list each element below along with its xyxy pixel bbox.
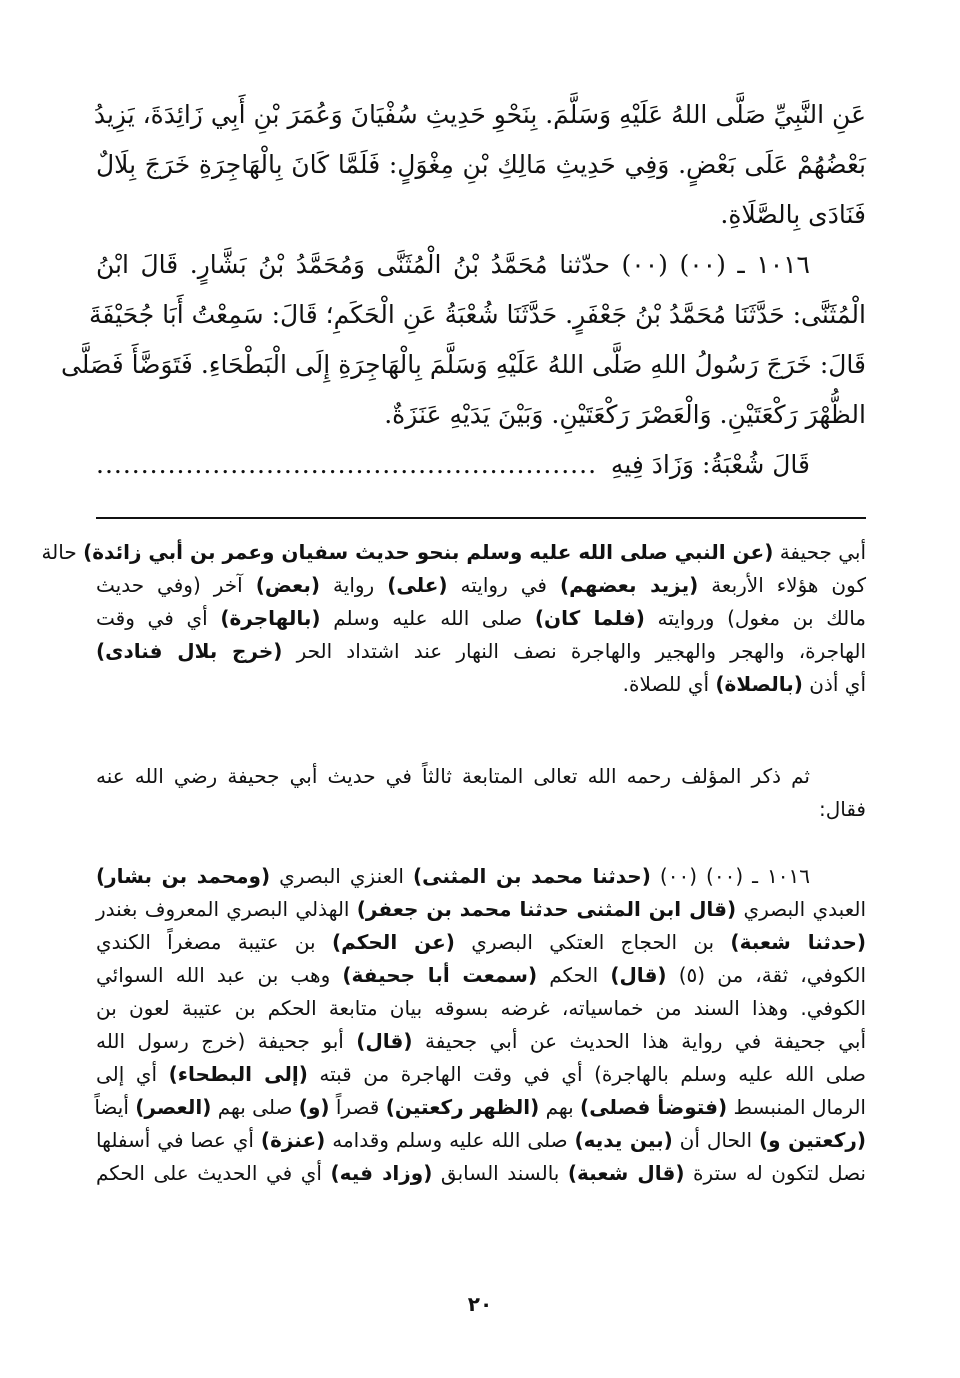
page-number: ٢٠ <box>467 1292 493 1316</box>
commentary-line: فقال: <box>818 797 866 821</box>
commentary-line: نصل لتكون له سترة (قال شعبة) بالسند السابق (وزاد فيه) أي في الحديث على الحكم <box>96 1161 867 1185</box>
hadith-paragraph-1 <box>93 90 866 240</box>
commentary-paragraph-3 <box>96 860 866 1190</box>
commentary-line: أي أذن (بالصلاة) أي للصلاة. <box>622 672 866 696</box>
commentary-line: ١٠١٦ ـ (٠٠) (٠٠) (حدثنا محمد بن المثنى) العنزي البصري (ومحمد بن بشار) <box>96 864 811 888</box>
commentary-line: كون هؤلاء الأربعة (يزيد بعضهم) في روايته (على) رواية (بعض) آخر (وفي حديث <box>96 573 866 597</box>
commentary-line: أبي جحيفة في رواية هذا الحديث عن أبي جحيفة (قال) أبو جحيفة (خرج رسول الله <box>96 1029 866 1053</box>
hadith-line: ١٠١٦ ـ (٠٠) (٠٠) حدّثنا مُحَمَّدُ بْنُ الْمُثَنَّى وَمُحَمَّدُ بْنُ بَشَّارٍ. قَالَ ابْنُ <box>96 250 810 279</box>
commentary-line: ثم ذكر المؤلف رحمه الله تعالى المتابعة ثالثاً في حديث أبي جحيفة رضي الله عنه <box>96 764 810 788</box>
commentary-paragraph-2 <box>96 760 866 826</box>
commentary-line: الرمال المنبسط (فتوضأ فصلى) بهم (الظهر ركعتين) قصراً (و) صلى بهم (العصر) أيضاً <box>94 1095 866 1119</box>
hadith-line: عَنِ النَّبِيِّ صَلَّى اللهُ عَلَيْهِ وَسَلَّمَ. بِنَحْوِ حَدِيثِ سُفْيَانَ وَعُمَرَ بْنِ أَبِي زَائِدَةَ، يَزِيدُ <box>93 100 866 129</box>
hadith-line: قَالَ: خَرَجَ رَسُولُ اللهِ صَلَّى اللهُ عَلَيْهِ وَسَلَّمَ بِالْهَاجِرَةِ إِلَى الْبَطْحَاءِ. فَتَوَضَّأَ فَصَلَّى <box>60 350 866 379</box>
commentary-paragraph-1 <box>41 536 867 701</box>
commentary-line: (حدثنا شعبة) بن الحجاج العتكي البصري (عن الحكم) بن عتيبة مصغراً الكندي <box>96 930 867 954</box>
commentary-line: الكوفي، ثقة، من (٥) (قال) الحكم (سمعت أبا جحيفة) وهب بن عبد الله السوائي <box>96 963 867 987</box>
ellipsis-dots: ........................................................ <box>96 450 598 479</box>
hadith-line: الظُّهْرَ رَكْعَتَيْنِ. وَالْعَصْرَ رَكْعَتَيْنِ. وَبَيْنَ يَدَيْهِ عَنَزَةٌ. <box>384 400 866 429</box>
hadith-line: الْمُثَنَّى: حَدَّثَنَا مُحَمَّدُ بْنُ جَعْفَرٍ. حَدَّثَنَا شُعْبَةُ عَنِ الْحَكَمِ؛ قَالَ: سَمِعْتُ أَبَا جُحَيْفَةَ <box>89 300 866 329</box>
commentary-line: الكوفي. وهذا السند من خماسياته، غرضه بسوقه بيان متابعة الحكم بن عتيبة لعون بن <box>96 996 866 1020</box>
commentary-line: أبي جحيفة (عن النبي صلى الله عليه وسلم بنحو حديث سفيان وعمر بن أبي زائدة) حالة <box>41 540 866 564</box>
hadith-line: بَعْضُهُمْ عَلَى بَعْضٍ. وَفِي حَدِيثِ مَالِكِ بْنِ مِغْوَلٍ: فَلَمَّا كَانَ بِالْهَاجِرَةِ خَرَجَ بِلَالٌ <box>96 150 866 179</box>
hadith-paragraph-2 <box>60 240 866 490</box>
commentary-line: الهاجرة، والهجر والهجير والهاجرة نصف النهار عند اشتداد الحر (خرج بلال فنادى) <box>96 639 866 663</box>
commentary-line: (ركعتين و) الحال أن (بين يديه) صلى الله عليه وسلم وقدامه (عنزة) أي عصا في أسفلها <box>96 1128 866 1152</box>
footnote-divider <box>96 517 866 519</box>
commentary-line: العبدي البصري (قال ابن المثنى حدثنا محمد بن جعفر) الهذلي البصري المعروف بغندر <box>96 897 866 921</box>
commentary-line: مالك بن مغول) وروايته (فلما كان) صلى الله عليه وسلم (بالهاجرة) أي في وقت <box>96 606 867 630</box>
commentary-line: صلى الله عليه وسلم بالهاجرة) أي في وقت الهاجرة من قبته (إلى البطحاء) أي إلى <box>96 1062 866 1086</box>
hadith-continuation-line <box>96 440 866 490</box>
hadith-line: فَنَادَى بِالصَّلَاةِ. <box>720 200 866 229</box>
hadith-last-line: قَالَ شُعْبَةُ: وَزَادَ فِيهِ <box>610 450 810 479</box>
